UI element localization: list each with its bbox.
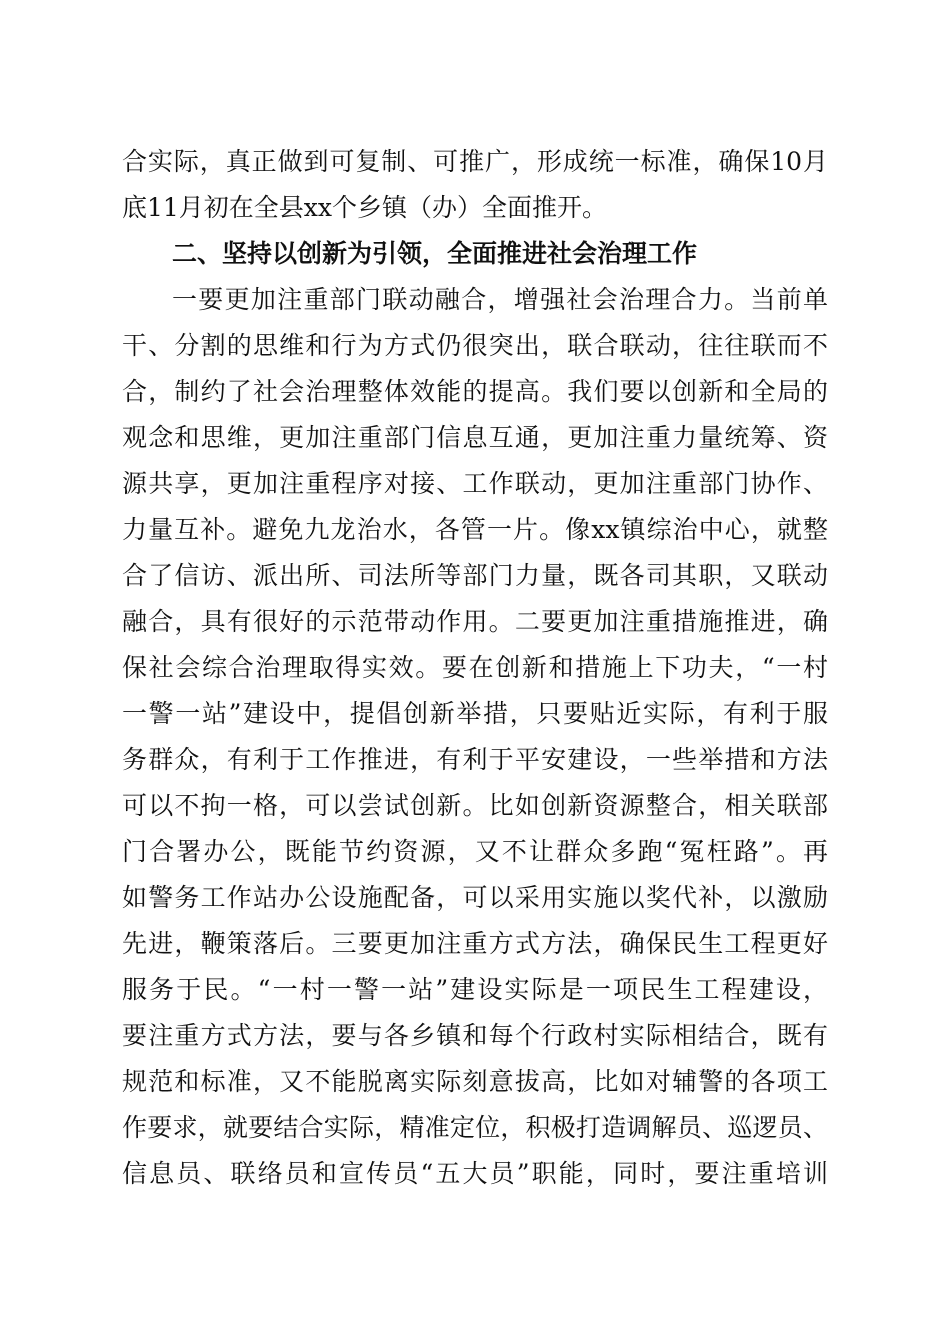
body-text-line: 力量互补。避免九龙治水，各管一片。像xx镇综治中心，就整 [122,515,828,544]
body-text-line: 底11月初在全县xx个乡镇（办）全面推开。 [122,193,608,222]
section-heading: 二、坚持以创新为引领，全面推进社会治理工作 [172,239,698,268]
body-text-line: 合实际，真正做到可复制、可推广，形成统一标准，确保10月 [122,147,828,176]
body-text-line: 如警务工作站办公设施配备，可以采用实施以奖代补，以激励 [122,883,828,912]
body-text-line: 信息员、联络员和宣传员“五大员”职能，同时，要注重培训 [122,1159,828,1188]
body-text-line: 融合，具有很好的示范带动作用。二要更加注重措施推进，确 [122,607,828,636]
body-text-line: 服务于民。“一村一警一站”建设实际是一项民生工程建设， [122,975,828,1004]
body-text-line: 可以不拘一格，可以尝试创新。比如创新资源整合，相关联部 [122,791,828,820]
body-text-line: 规范和标准，又不能脱离实际刻意拔高，比如对辅警的各项工 [122,1067,828,1096]
body-text-line: 合，制约了社会治理整体效能的提高。我们要以创新和全局的 [122,377,828,406]
body-text-line: 先进，鞭策落后。三要更加注重方式方法，确保民生工程更好 [122,929,828,958]
body-text-line: 一警一站”建设中，提倡创新举措，只要贴近实际，有利于服 [122,699,828,728]
body-text-line: 保社会综合治理取得实效。要在创新和措施上下功夫，“一村 [122,653,828,682]
body-text-line: 观念和思维，更加注重部门信息互通，更加注重力量统筹、资 [122,423,828,452]
body-text-line: 源共享，更加注重程序对接、工作联动，更加注重部门协作、 [122,469,828,498]
body-text-line: 一要更加注重部门联动融合，增强社会治理合力。当前单 [172,285,828,314]
body-text-line: 合了信访、派出所、司法所等部门力量，既各司其职，又联动 [122,561,828,590]
body-text-line: 要注重方式方法，要与各乡镇和每个行政村实际相结合，既有 [122,1021,828,1050]
body-text-line: 干、分割的思维和行为方式仍很突出，联合联动，往往联而不 [122,331,828,360]
body-text-line: 门合署办公，既能节约资源，又不让群众多跑“冤枉路”。再 [122,837,828,866]
body-text-line: 作要求，就要结合实际，精准定位，积极打造调解员、巡逻员、 [122,1113,828,1142]
body-text-line: 务群众，有利于工作推进，有利于平安建设，一些举措和方法 [122,745,828,774]
